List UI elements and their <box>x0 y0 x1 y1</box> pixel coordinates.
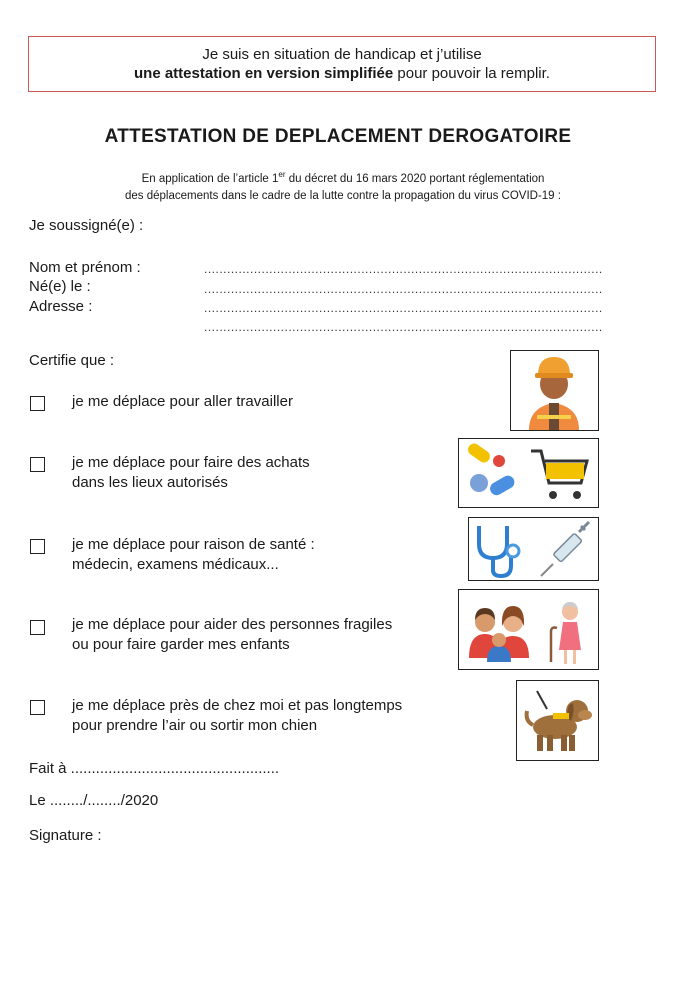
checkbox-shopping[interactable] <box>30 457 45 472</box>
checkbox-walk[interactable] <box>30 700 45 715</box>
stethoscope-syringe-icon <box>468 517 599 581</box>
birth-label: Né(e) le : <box>29 278 91 295</box>
address-field-1[interactable]: ........................................................................................................ <box>204 303 603 313</box>
dog-icon <box>516 680 599 761</box>
checkbox-work[interactable] <box>30 396 45 411</box>
subtitle-line-1 <box>0 166 676 188</box>
page-title: ATTESTATION DE DEPLACEMENT DEROGATOIRE <box>104 126 572 147</box>
checkbox-help[interactable] <box>30 620 45 635</box>
reason-walk-line-2: pour prendre l’air ou sortir mon chien <box>72 717 318 734</box>
reason-health <box>72 535 315 575</box>
address-label: Adresse : <box>29 298 93 315</box>
reason-shopping <box>72 453 310 493</box>
fait-a-field[interactable]: Fait à .................................................. <box>29 760 280 777</box>
reason-work-text: je me déplace pour aller travailler <box>72 393 293 410</box>
subtitle-sup: er <box>278 170 286 179</box>
notice-bold-text: une attestation en version simplifiée <box>134 65 394 82</box>
signature-label: Signature : <box>29 827 102 844</box>
name-field[interactable]: ........................................................................................................ <box>204 264 603 274</box>
reason-help-line-1: je me déplace pour aider des personnes fragiles <box>72 616 393 633</box>
reason-health-line-2: médecin, examens médicaux... <box>72 556 279 573</box>
name-label: Nom et prénom : <box>29 259 141 276</box>
reason-walk <box>72 696 402 736</box>
reason-shopping-line-2: dans les lieux autorisés <box>72 474 228 491</box>
subtitle-part-2: du décret du 16 mars 2020 portant réglementation <box>285 172 545 185</box>
notice-line-1: Je suis en situation de handicap et j’utilise <box>202 46 482 63</box>
reason-health-line-1: je me déplace pour raison de santé : <box>72 536 315 553</box>
subtitle-part-1: En application de l’article 1 <box>141 172 279 185</box>
notice-rest-text: pour pouvoir la remplir. <box>393 65 550 82</box>
worker-icon <box>510 350 599 431</box>
intro-label: Je soussigné(e) : <box>29 217 144 234</box>
checkbox-health[interactable] <box>30 539 45 554</box>
decree-subtitle <box>0 166 676 205</box>
birth-field[interactable]: ........................................................................................................ <box>204 284 603 294</box>
date-field[interactable]: Le ......../......../2020 <box>29 792 159 809</box>
certify-label: Certifie que : <box>29 352 115 369</box>
reason-work <box>72 392 293 412</box>
notice-line-2 <box>29 64 655 83</box>
address-field-2[interactable]: ........................................................................................................ <box>204 322 603 332</box>
reason-help-line-2: ou pour faire garder mes enfants <box>72 636 290 653</box>
pills-cart-icon <box>458 438 599 508</box>
reason-walk-line-1: je me déplace près de chez moi et pas longtemps <box>72 697 403 714</box>
notice-box <box>28 36 656 92</box>
subtitle-line-2: des déplacements dans le cadre de la lutte contre la propagation du virus COVID-19 : <box>125 189 561 202</box>
reason-help <box>72 615 392 655</box>
family-elderly-icon <box>458 589 599 670</box>
reason-shopping-line-1: je me déplace pour faire des achats <box>72 454 310 471</box>
